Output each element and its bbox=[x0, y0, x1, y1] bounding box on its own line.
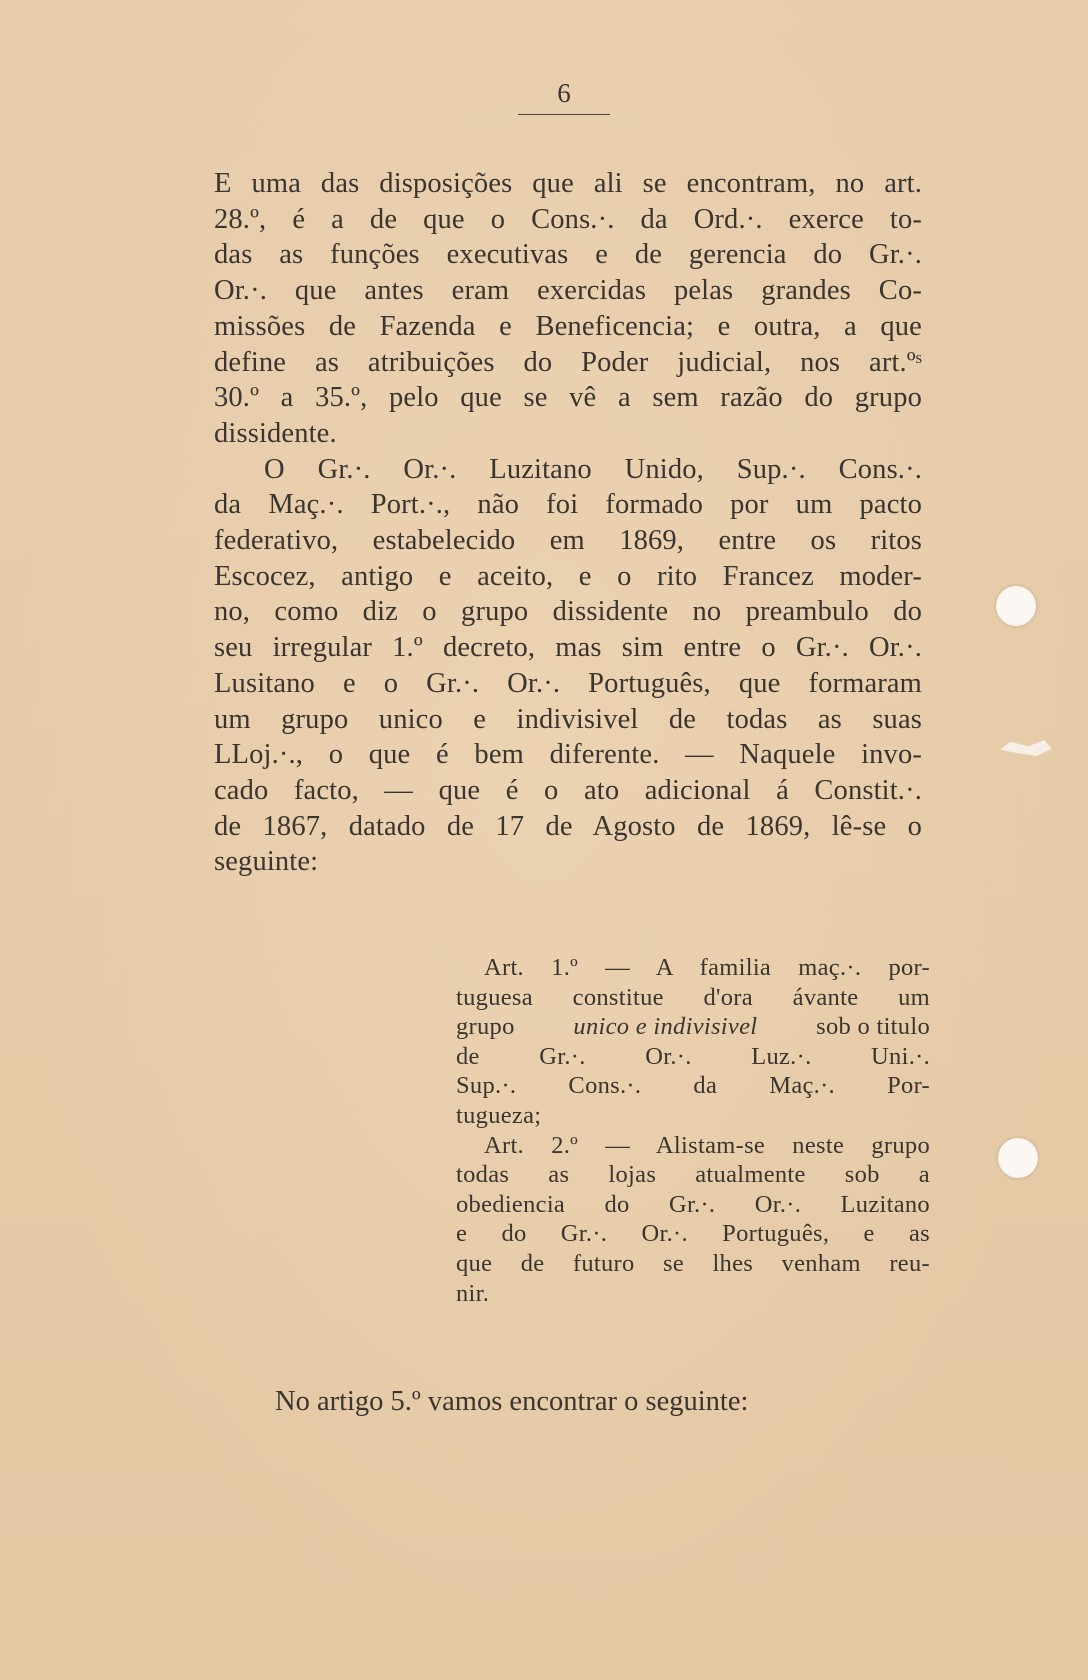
text-line: seu irregular 1.º decreto, mas sim entre o Gr.·. Or.·. bbox=[214, 632, 922, 664]
quote-line: Art. 1.º — A familia maç.·. por- bbox=[484, 954, 930, 981]
body-text bbox=[214, 166, 922, 880]
text-line: LLoj.·., o que é bem diferente. — Naquele invo- bbox=[214, 739, 922, 771]
quote-fragment: sob o titulo bbox=[809, 1013, 930, 1041]
quote-line: de Gr.·. Or.·. Luz.·. Uni.·. bbox=[456, 1042, 930, 1070]
page-number: 6 bbox=[518, 76, 610, 115]
text-line: no, como diz o grupo dissidente no preambulo do bbox=[214, 596, 922, 628]
quoted-articles bbox=[456, 953, 930, 1308]
text-line: E uma das disposições que ali se encontram, no art. bbox=[214, 168, 922, 199]
quote-line: e do Gr.·. Or.·. Português, e as bbox=[456, 1220, 930, 1248]
quote-line: tuguesa constitue d'ora ávante um bbox=[456, 983, 930, 1011]
quote-line: Sup.·. Cons.·. da Maç.·. Por- bbox=[456, 1072, 930, 1100]
text-line: Or.·. que antes eram exercidas pelas grandes Co- bbox=[214, 275, 922, 307]
text-line: um grupo unico e indivisivel de todas as suas bbox=[214, 703, 922, 735]
quote-line: nir. bbox=[456, 1279, 490, 1307]
text-line: das as funções executivas e de gerencia do Gr.·. bbox=[214, 239, 922, 271]
quote-line: que de futuro se lhes venham reu- bbox=[456, 1249, 930, 1277]
text-line: dissidente. bbox=[214, 417, 337, 449]
text-line: Escocez, antigo e aceito, e o rito Francez moder- bbox=[214, 560, 922, 592]
quote-line: obediencia do Gr.·. Or.·. Luzitano bbox=[456, 1190, 930, 1218]
text-line: Lusitano e o Gr.·. Or.·. Português, que formaram bbox=[214, 667, 922, 699]
text-line: 28.º, é a de que o Cons.·. da Ord.·. exerce to- bbox=[214, 203, 922, 235]
punch-hole bbox=[998, 1138, 1038, 1178]
text-line: missões de Fazenda e Beneficencia; e outra, a que bbox=[214, 310, 922, 342]
quote-line: todas as lojas atualmente sob a bbox=[456, 1161, 930, 1189]
quote-line-italic-mixed bbox=[456, 1012, 930, 1042]
text-line: cado facto, — que é o ato adicional á Constit.·. bbox=[214, 774, 922, 806]
quote-line: tugueza; bbox=[456, 1101, 542, 1129]
paper-tear bbox=[1000, 740, 1052, 756]
text-line: da Maç.·. Port.·., não foi formado por um pacto bbox=[214, 489, 922, 521]
quote-fragment: grupo bbox=[456, 1013, 522, 1041]
closing-line: No artigo 5.º vamos encontrar o seguinte: bbox=[275, 1386, 749, 1417]
text-line: seguinte: bbox=[214, 846, 319, 878]
text-line: de 1867, datado de 17 de Agosto de 1869, lê-se o bbox=[214, 810, 922, 842]
text-line: define as atribuições do Poder judicial, nos art.ºˢ bbox=[214, 346, 922, 378]
quote-emphasis: unico e indivisivel bbox=[573, 1013, 758, 1041]
text-line: federativo, estabelecido em 1869, entre os ritos bbox=[214, 525, 922, 557]
quote-line: Art. 2.º — Alistam-se neste grupo bbox=[484, 1131, 930, 1159]
punch-hole bbox=[996, 586, 1036, 626]
text-line: O Gr.·. Or.·. Luzitano Unido, Sup.·. Cons.·. bbox=[264, 453, 922, 485]
text-line: 30.º a 35.º, pelo que se vê a sem razão do grupo bbox=[214, 382, 922, 414]
